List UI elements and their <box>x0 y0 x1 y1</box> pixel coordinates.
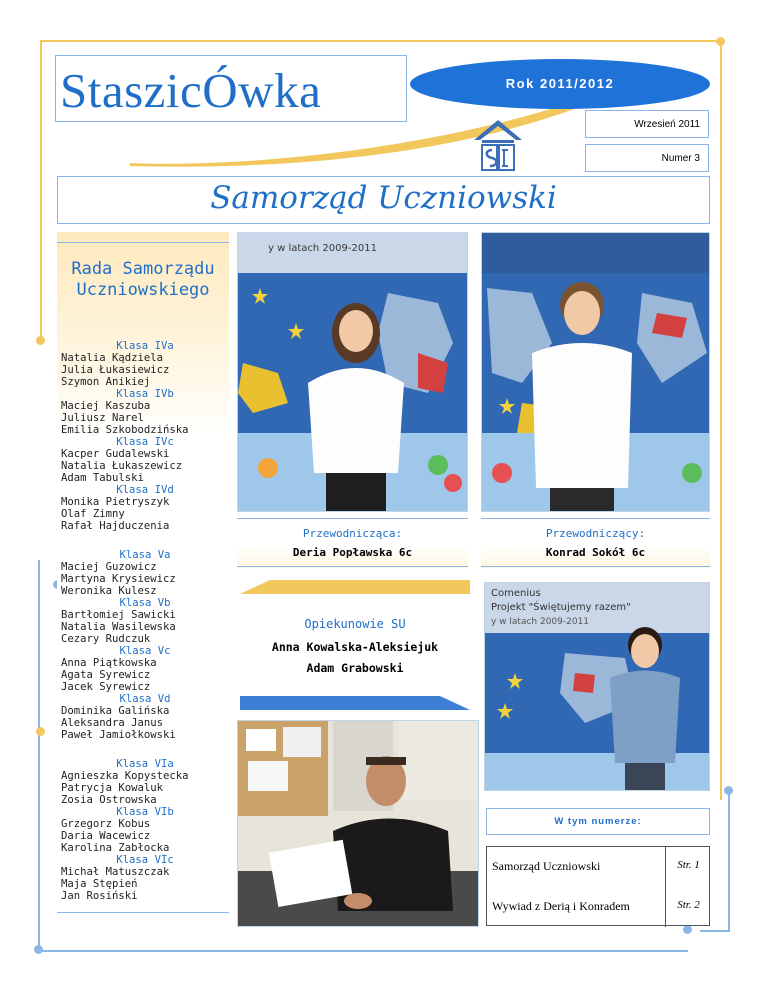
student-name: Monika Pietryszyk <box>61 496 170 508</box>
frame-dot <box>716 37 725 46</box>
frame-dot <box>34 945 43 954</box>
class-group <box>61 597 229 645</box>
student-name: Natalia Łukaszewicz <box>61 460 183 472</box>
guardians-top-band <box>240 580 470 596</box>
frame-dot <box>36 727 45 736</box>
class-group <box>61 388 229 436</box>
male-president-name: Konrad Sokół 6c <box>545 546 646 559</box>
student-name: Olaf Zimny <box>61 508 125 520</box>
class-name: Klasa VIa <box>116 758 174 770</box>
photo-female-president <box>237 232 468 512</box>
caption-box-female <box>237 518 468 568</box>
toc-row[interactable] <box>487 847 711 887</box>
student-name: Jan Rosiński <box>61 890 138 902</box>
frame-right-line <box>720 40 722 800</box>
issue-date: Wrzesień 2011 <box>585 110 709 138</box>
student-name: Julia Łukasiewicz <box>61 364 170 376</box>
toc-item-page: Str. 2 <box>665 887 711 927</box>
class-group <box>61 484 229 532</box>
guardian-name: Anna Kowalska-Aleksiejuk <box>271 640 439 654</box>
photo-guardian-anna <box>484 582 710 791</box>
banner-text: y w latach 2009-2011 <box>268 243 377 254</box>
student-name: Karolina Zabłocka <box>61 842 170 854</box>
class-group <box>61 340 229 388</box>
class-group <box>61 758 229 806</box>
student-name: Natalia Kądziela <box>61 352 164 364</box>
student-name: Agnieszka Kopystecka <box>61 770 189 782</box>
student-name: Patrycja Kowaluk <box>61 782 164 794</box>
caption-divider <box>237 518 468 519</box>
caption-divider <box>481 566 710 567</box>
student-name: Daria Wacewicz <box>61 830 151 842</box>
frame-right-bottom-line <box>700 930 730 932</box>
sidebar-divider <box>57 912 229 913</box>
class-name: Klasa Vd <box>119 693 171 705</box>
school-year: Rok 2011/2012 <box>505 76 615 91</box>
student-name: Paweł Jamiołkowski <box>61 729 176 741</box>
masthead-title: StaszicÓwka <box>60 63 322 118</box>
class-name: Klasa Va <box>119 549 171 561</box>
headline: Samorząd Uczniowski <box>210 180 557 216</box>
student-name: Martyna Krysiewicz <box>61 573 176 585</box>
student-name: Cezary Rudczuk <box>61 633 151 645</box>
student-name: Szymon Anikiej <box>61 376 151 388</box>
photo-male-president <box>481 232 710 512</box>
guardians-title: Opiekunowie SU <box>304 617 406 631</box>
caption-box-male <box>481 518 710 568</box>
student-name: Natalia Wasilewska <box>61 621 176 633</box>
female-president-role: Przewodnicząca: <box>302 527 403 540</box>
student-name: Maciej Guzowicz <box>61 561 157 573</box>
class-group <box>61 645 229 693</box>
class-group <box>61 693 229 741</box>
class-name: Klasa VIb <box>116 806 174 818</box>
student-name: Grzegorz Kobus <box>61 818 151 830</box>
class-name: Klasa Vb <box>119 597 171 609</box>
student-name: Juliusz Narel <box>61 412 144 424</box>
frame-left-line <box>40 40 42 340</box>
frame-left-lower-line <box>38 560 40 950</box>
toc-table <box>486 846 710 926</box>
caption-divider <box>481 518 710 519</box>
toc-row[interactable] <box>487 887 711 927</box>
student-name: Michał Matuszczak <box>61 866 170 878</box>
sidebar-divider <box>57 242 229 243</box>
frame-dot <box>724 786 733 795</box>
caption-divider <box>237 566 468 567</box>
banner-text: Comenius <box>491 588 541 599</box>
guardians-bottom-band <box>240 694 470 710</box>
toc-header: W tym numerze: <box>554 816 642 827</box>
class-name: Klasa VIc <box>116 854 174 866</box>
student-name: Maciej Kaszuba <box>61 400 151 412</box>
student-name: Dominika Galińska <box>61 705 170 717</box>
class-name: Klasa IVd <box>116 484 174 496</box>
frame-top-line <box>40 40 720 42</box>
toc-item-title: Wywiad z Derią i Konradem <box>492 899 630 913</box>
student-name: Emilia Szkobodzińska <box>61 424 189 436</box>
student-name: Zosia Ostrowska <box>61 794 157 806</box>
toc-item-title: Samorząd Uczniowski <box>492 859 601 873</box>
class-name: Klasa IVa <box>116 340 174 352</box>
banner-text: Projekt "Świętujemy razem" <box>491 602 631 613</box>
council-title: Rada Samorządu Uczniowskiego <box>71 259 215 300</box>
student-name: Aleksandra Janus <box>61 717 164 729</box>
frame-bottom-line <box>38 950 688 952</box>
male-president-role: Przewodniczący: <box>545 527 646 540</box>
class-group <box>61 854 229 902</box>
student-name: Maja Stępień <box>61 878 138 890</box>
class-group <box>61 806 229 854</box>
class-name: Klasa IVc <box>116 436 174 448</box>
frame-dot <box>36 336 45 345</box>
student-name: Anna Piątkowska <box>61 657 157 669</box>
class-name: Klasa Vc <box>119 645 171 657</box>
class-group <box>61 549 229 597</box>
class-list <box>61 340 229 902</box>
frame-right-lower-line <box>728 790 730 930</box>
student-name: Kacper Gudalewski <box>61 448 170 460</box>
student-name: Weronika Kulesz <box>61 585 157 597</box>
class-name: Klasa IVb <box>116 388 174 400</box>
banner-text: y w latach 2009-2011 <box>491 617 590 627</box>
school-logo-icon <box>472 118 524 172</box>
guardian-name: Adam Grabowski <box>306 661 404 675</box>
student-name: Adam Tabulski <box>61 472 144 484</box>
student-name: Rafał Hajduczenia <box>61 520 170 532</box>
toc-item-page: Str. 1 <box>665 847 711 887</box>
class-group <box>61 436 229 484</box>
female-president-name: Deria Popławska 6c <box>292 546 413 559</box>
student-name: Bartłomiej Sawicki <box>61 609 176 621</box>
issue-number: Numer 3 <box>585 144 709 172</box>
student-name: Jacek Syrewicz <box>61 681 151 693</box>
student-name: Agata Syrewicz <box>61 669 151 681</box>
photo-guardian-adam <box>237 720 479 927</box>
